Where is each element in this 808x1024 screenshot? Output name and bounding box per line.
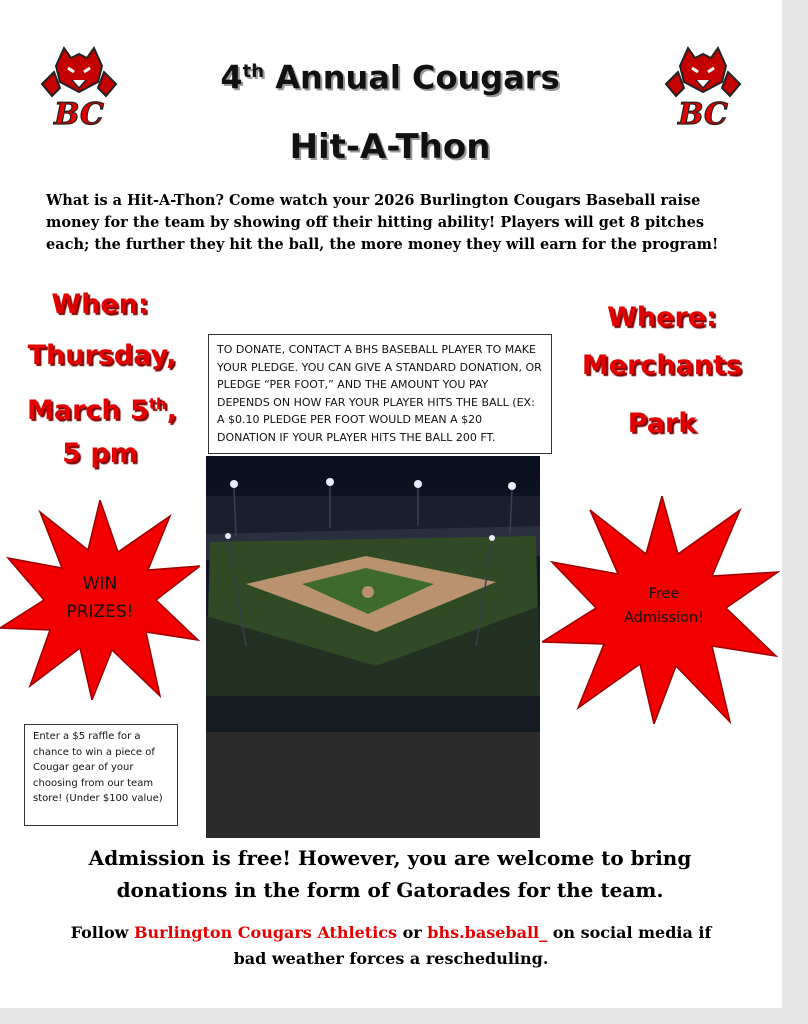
where-line-1: Merchants [581, 350, 743, 381]
donate-info-box: TO DONATE, CONTACT A BHS BASEBALL PLAYER TO MAKE YOUR PLEDGE. YOU CAN GIVE A STANDARD DONATION, OR PLEDGE “PER FOOT,” AND THE AMOUNT YOU PAY DEPENDS ON HOW FAR YOUR PLAYER HITS THE BALL (EX: A $0.10 PLEDGE PER FOOT WOULD MEAN A $20 DONATION IF YOUR PLAYER HITS THE BALL 200 FT. [208, 334, 552, 454]
stadium-photo [206, 456, 540, 838]
social-account-baseball: bhs.baseball_ [427, 923, 548, 942]
when-date: March 5th, [27, 395, 177, 426]
when-time: 5 pm [62, 438, 138, 469]
intro-paragraph: What is a Hit-A-Thon? Come watch your 2026 Burlington Cougars Baseball raise money for the team by showing off their hitting ability! Players will get 8 pitches each; the further they hit the ball, the more money they will earn for the program! [46, 192, 719, 253]
when-day: Thursday, [27, 340, 177, 371]
cougar-logo-right [662, 44, 744, 130]
svg-text:BC: BC [678, 97, 728, 130]
raffle-info-box: Enter a $5 raffle for a chance to win a piece of Cougar gear of your choosing from our team store! (Under $100 value) [24, 724, 178, 826]
svg-text:BC: BC [54, 97, 104, 130]
when-label: When: [51, 289, 149, 320]
where-label: Where: [607, 302, 717, 333]
title-line-1: 4th Annual Cougars [220, 58, 560, 97]
cougar-head-icon [666, 48, 740, 96]
cougar-logo-left [38, 44, 120, 130]
follow-text: Follow Burlington Cougars Athletics or bhs.baseball_ on social media if bad weather forces a rescheduling. [70, 923, 712, 968]
cougar-head-icon [42, 48, 116, 96]
free-admission-text: Free Admission! [623, 586, 705, 626]
win-prizes-text: WIN PRIZES! [66, 574, 134, 622]
admission-text: Admission is free! However, you are welcome to bring donations in the form of Gatorades for the team. [88, 846, 692, 902]
title-line-2: Hit-A-Thon [289, 127, 491, 167]
where-line-2: Park [627, 408, 697, 439]
social-account-athletics: Burlington Cougars Athletics [133, 923, 398, 942]
